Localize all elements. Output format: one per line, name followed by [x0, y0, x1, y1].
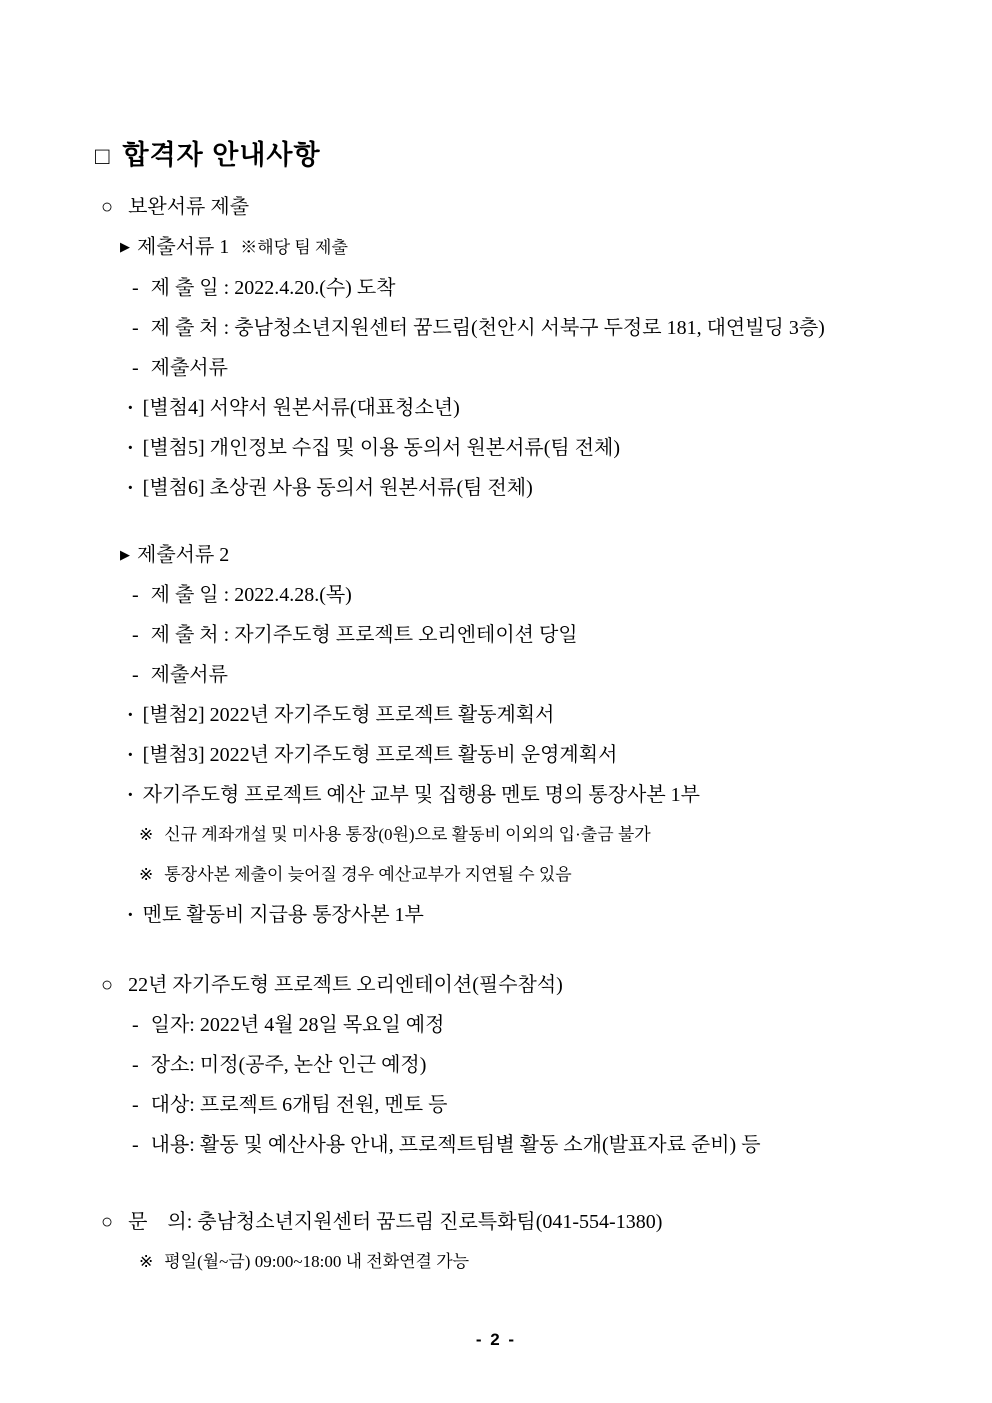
dot-bullet-icon: ·: [127, 744, 134, 766]
line-note-new-account: [95, 815, 962, 855]
line-attachment-2: [95, 695, 962, 735]
line-text: 22년 자기주도형 프로젝트 오리엔테이션(필수참석): [128, 974, 563, 996]
square-bullet-icon: □: [95, 143, 111, 170]
dash-bullet-icon: -: [132, 317, 139, 339]
dot-bullet-icon: ·: [127, 704, 134, 726]
line-text: 평일(월~금) 09:00~18:00 내 전화연결 가능: [164, 1252, 470, 1271]
dot-bullet-icon: ·: [127, 437, 134, 459]
section-gap: [95, 935, 962, 965]
line-bankbook-mentor: [95, 775, 962, 815]
line-text: 통장사본 제출이 늦어질 경우 예산교부가 지연될 수 있음: [164, 865, 572, 884]
dot-bullet-icon: ·: [127, 784, 134, 806]
dash-bullet-icon: -: [132, 1014, 139, 1036]
line-orientation-header: [95, 965, 962, 1005]
arrow-bullet-icon: ▶: [120, 547, 130, 562]
page-title-text: 합격자 안내사항: [122, 140, 321, 170]
section-gap: [95, 1165, 962, 1202]
circle-bullet-icon: ○: [101, 196, 114, 218]
line-text: [별첨5] 개인정보 수집 및 이용 동의서 원본서류(팀 전체): [142, 437, 621, 459]
line-text: [별첨3] 2022년 자기주도형 프로젝트 활동비 운영계획서: [142, 744, 618, 766]
line-text: 제출서류 2: [137, 544, 230, 566]
line-docs2-date: [95, 575, 962, 615]
dash-bullet-icon: -: [132, 357, 139, 379]
line-text: 일자: 2022년 4월 28일 목요일 예정: [150, 1014, 445, 1036]
reference-mark-icon: ※: [139, 1252, 154, 1271]
dash-bullet-icon: -: [132, 277, 139, 299]
line-docs1-date: [95, 268, 962, 308]
line-text: 자기주도형 프로젝트 예산 교부 및 집행용 멘토 명의 통장사본 1부: [142, 784, 700, 806]
line-text: 내용: 활동 및 예산사용 안내, 프로젝트팀별 활동 소개(발표자료 준비) 등: [150, 1134, 761, 1156]
line-docs1-place: [95, 308, 962, 348]
line-text: 제 출 처 : 자기주도형 프로젝트 오리엔테이션 당일: [150, 624, 578, 646]
dash-bullet-icon: -: [132, 664, 139, 686]
arrow-bullet-icon: ▶: [120, 239, 130, 254]
line-text: 제출서류: [150, 357, 228, 379]
reference-mark-icon: ※: [139, 865, 154, 884]
line-supplementary-submission: [95, 187, 962, 227]
reference-mark-icon: ※: [139, 825, 154, 844]
dash-bullet-icon: -: [132, 1054, 139, 1076]
line-docs2-header: [95, 535, 962, 575]
dot-bullet-icon: ·: [127, 904, 134, 926]
line-text: 제 출 일 : 2022.4.20.(수) 도착: [150, 277, 396, 299]
line-docs1-header: [95, 227, 962, 268]
page-title: [95, 137, 962, 175]
dot-bullet-icon: ·: [127, 397, 134, 419]
section-gap: [95, 508, 962, 535]
line-text: [별첨2] 2022년 자기주도형 프로젝트 활동계획서: [142, 704, 555, 726]
line-text: 신규 계좌개설 및 미사용 통장(0원)으로 활동비 이외의 입·출금 불가: [164, 825, 651, 844]
page-number: - 2 -: [475, 1330, 517, 1349]
line-inline-note: ※해당 팀 제출: [240, 238, 348, 257]
line-text: 제 출 처 : 충남청소년지원센터 꿈드림(천안시 서북구 두정로 181, 대연빌딩 3층): [150, 317, 825, 339]
line-attachment-3: [95, 735, 962, 775]
line-contact: [95, 1202, 962, 1242]
line-orientation-place: [95, 1045, 962, 1085]
line-text: 문 의: 충남청소년지원센터 꿈드림 진로특화팀(041-554-1380): [128, 1211, 663, 1233]
line-docs1-list-label: [95, 348, 962, 388]
line-text: 제 출 일 : 2022.4.28.(목): [150, 584, 352, 606]
line-bankbook-mentor-pay: [95, 895, 962, 935]
line-text: 제출서류: [150, 664, 228, 686]
line-note-contact-hours: [95, 1242, 962, 1282]
dot-bullet-icon: ·: [127, 477, 134, 499]
circle-bullet-icon: ○: [101, 974, 114, 996]
dash-bullet-icon: -: [132, 624, 139, 646]
line-attachment-5: [95, 428, 962, 468]
line-attachment-4: [95, 388, 962, 428]
line-note-delay: [95, 855, 962, 895]
line-orientation-target: [95, 1085, 962, 1125]
line-text: [별첨6] 초상권 사용 동의서 원본서류(팀 전체): [142, 477, 533, 499]
document-body: [95, 137, 962, 1282]
line-text: 제출서류 1: [137, 236, 230, 258]
dash-bullet-icon: -: [132, 1094, 139, 1116]
circle-bullet-icon: ○: [101, 1211, 114, 1233]
line-orientation-date: [95, 1005, 962, 1045]
dash-bullet-icon: -: [132, 584, 139, 606]
line-docs2-list-label: [95, 655, 962, 695]
line-orientation-content: [95, 1125, 962, 1165]
line-text: 멘토 활동비 지급용 통장사본 1부: [142, 904, 424, 926]
line-attachment-6: [95, 468, 962, 508]
line-text: 장소: 미정(공주, 논산 인근 예정): [150, 1054, 427, 1076]
line-docs2-place: [95, 615, 962, 655]
line-text: 보완서류 제출: [128, 196, 250, 218]
dash-bullet-icon: -: [132, 1134, 139, 1156]
line-text: [별첨4] 서약서 원본서류(대표청소년): [142, 397, 460, 419]
line-text: 대상: 프로젝트 6개팀 전원, 멘토 등: [150, 1094, 448, 1116]
